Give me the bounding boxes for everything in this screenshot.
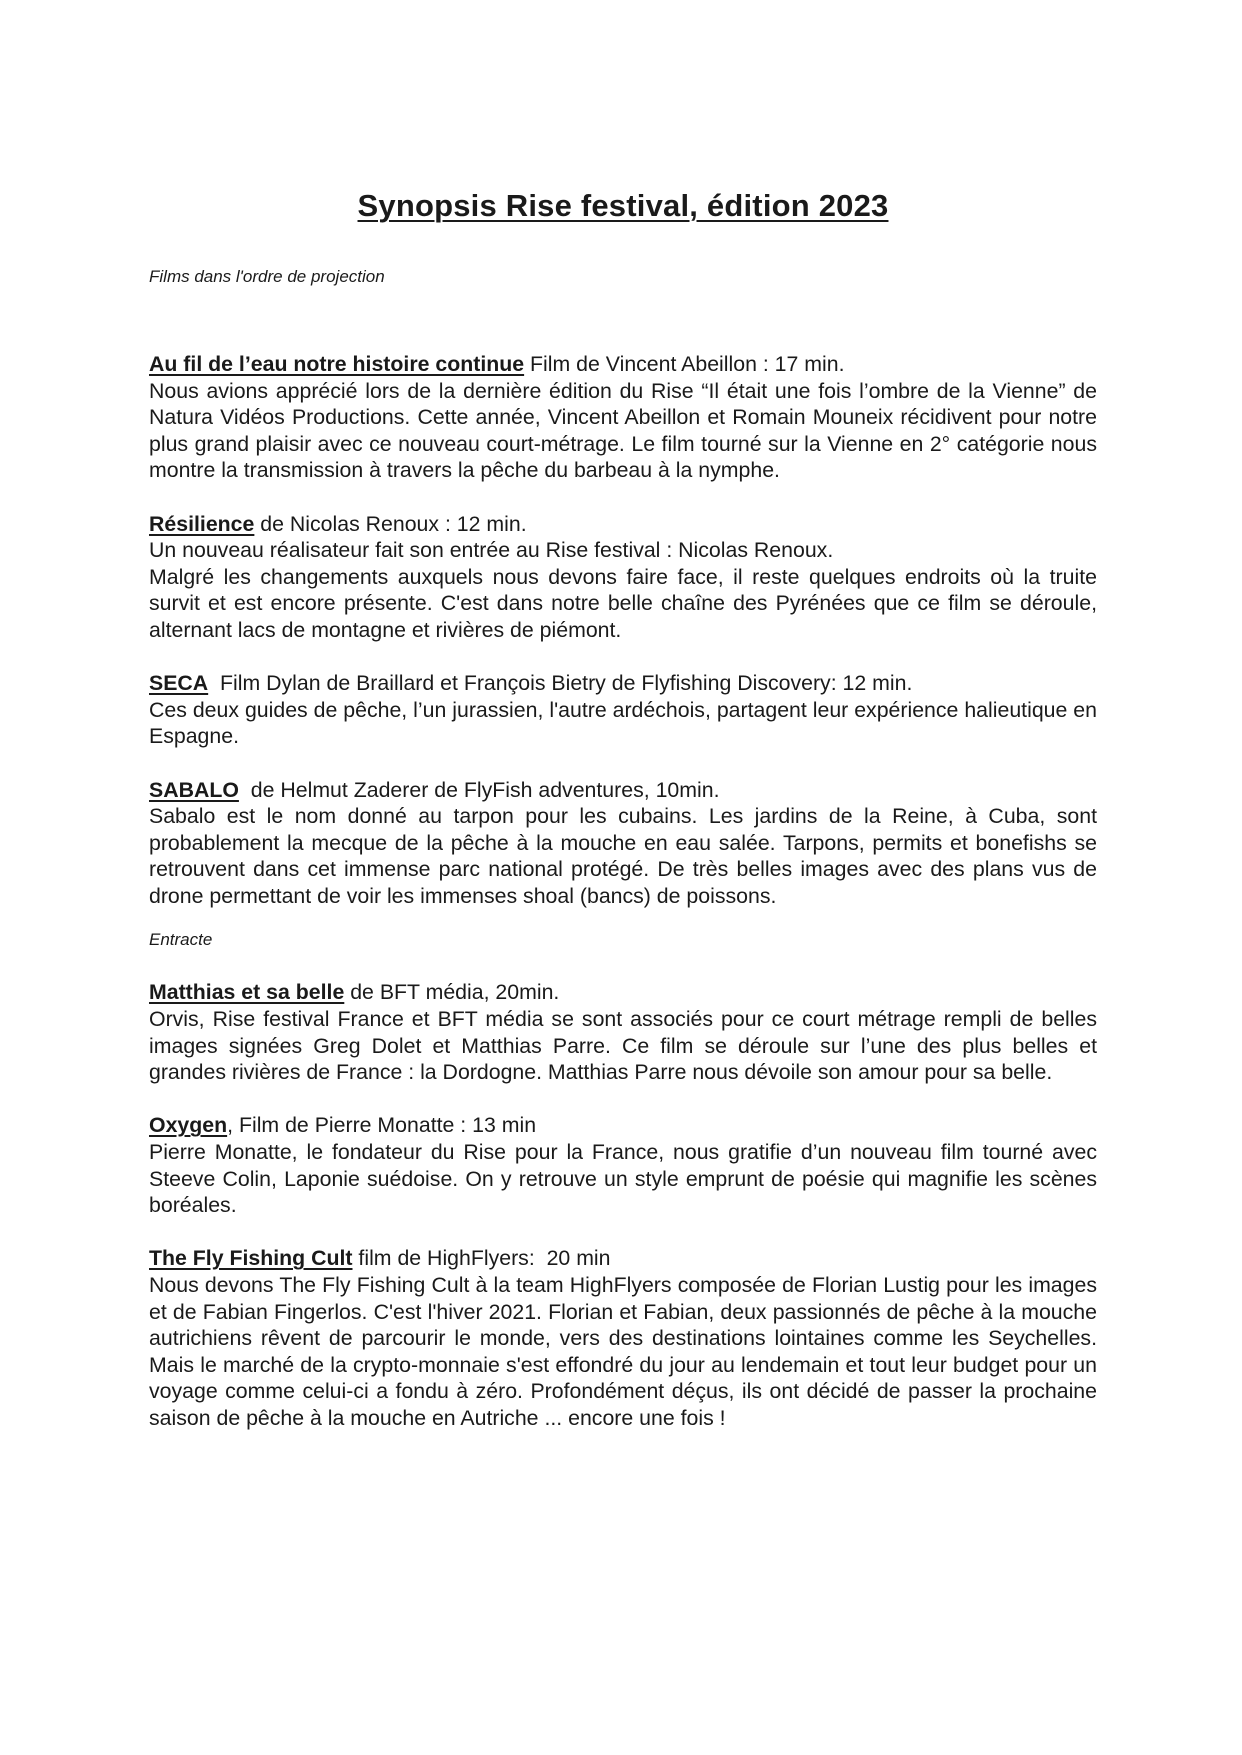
film-credit: de BFT média, 20min. — [344, 980, 560, 1005]
film-title: Au fil de l’eau notre histoire continue — [149, 352, 525, 376]
film-synopsis: Sabalo est le nom donné au tarpon pour les cubains. Les jardins de la Reine, à Cuba, sont probablement la mecque de la pêche à la mouche en eau salée. Tarpons, permits et bonefishs se retrouvent dans cet immense parc national protégé. De très belles images avec des plans vus de drone permettant de voir les immenses shoal (bancs) de poissons. — [149, 804, 1097, 908]
film-heading — [149, 979, 1097, 1006]
film-credit: Film de Vincent Abeillon : 17 min. — [524, 352, 845, 376]
film-synopsis: Ces deux guides de pêche, l’un jurassien, l'autre ardéchois, partagent leur expérience halieutique en Espagne. — [149, 697, 1097, 749]
film-heading — [149, 670, 1097, 697]
film-credit: , Film de Pierre Monatte : 13 min — [227, 1113, 537, 1138]
film-heading — [149, 351, 1097, 378]
intermission-label: Entracte — [149, 930, 213, 950]
film-entry — [149, 511, 1097, 644]
film-title: Résilience — [149, 511, 255, 536]
film-entry — [149, 670, 1097, 750]
paragraph-spacer — [149, 484, 1097, 511]
film-entry — [149, 777, 1097, 910]
film-heading — [149, 1112, 1097, 1139]
film-list-part-2 — [149, 979, 1097, 1431]
paragraph-spacer — [149, 750, 1097, 777]
film-title: The Fly Fishing Cult — [149, 1246, 353, 1271]
paragraph-spacer — [149, 1219, 1097, 1246]
film-synopsis: Pierre Monatte, le fondateur du Rise pour la France, nous gratifie d’un nouveau film tourné avec Steeve Colin, Laponie suédoise. On y retrouve un style emprunt de poésie qui magnifie les scènes boréales. — [149, 1140, 1097, 1218]
film-synopsis: Nous avions apprécié lors de la dernière édition du Rise “Il était une fois l’ombre de la Vienne” de Natura Vidéos Productions. Cette année, Vincent Abeillon et Romain Mouneix récidivent pour notre plus grand plaisir avec ce nouveau court-métrage. Le film tourné sur la Vienne en 2° catégorie nous montre la transmission à travers la pêche du barbeau à la nymphe. — [149, 378, 1097, 483]
film-list — [149, 351, 1097, 1432]
paragraph-spacer — [149, 644, 1097, 671]
document-subtitle: Films dans l'ordre de projection — [149, 267, 385, 286]
film-entry — [149, 1245, 1097, 1431]
film-heading — [149, 777, 1097, 804]
film-heading — [149, 1245, 1097, 1272]
film-credit: Film Dylan de Braillard et François Bietry de Flyfishing Discovery: 12 min. — [208, 671, 913, 696]
paragraph-spacer — [149, 909, 1097, 923]
film-title: Oxygen — [149, 1113, 228, 1138]
film-credit: de Helmut Zaderer de FlyFish adventures, 10min. — [238, 777, 720, 802]
film-title: SABALO — [149, 777, 239, 802]
film-credit: film de HighFlyers: 20 min — [352, 1246, 611, 1271]
film-entry — [149, 979, 1097, 1085]
film-credit: de Nicolas Renoux : 12 min. — [254, 511, 527, 536]
film-entry — [149, 1112, 1097, 1218]
paragraph-spacer — [149, 1086, 1097, 1113]
film-list-part-1 — [149, 351, 1097, 923]
film-synopsis: Nous devons The Fly Fishing Cult à la team HighFlyers composée de Florian Lustig pour les images et de Fabian Fingerlos. C'est l'hiver 2021. Florian et Fabian, deux passionnés de pêche à la mouche autrichiens rêvent de parcourir le monde, vers des destinations lointaines comme les Seychelles. Mais le marché de la crypto-monnaie s'est effondré du jour au lendemain et tout leur budget pour un voyage comme celui-ci a fondu à zéro. Profondément déçus, ils ont décidé de passer la prochaine saison de pêche à la mouche en Autriche ... encore une fois ! — [149, 1273, 1097, 1430]
film-heading — [149, 511, 1097, 538]
film-synopsis: Orvis, Rise festival France et BFT média se sont associés pour ce court métrage rempli de belles images signées Greg Dolet et Matthias Parre. Ce film se déroule sur l’une des plus belles et grandes rivières de France : la Dordogne. Matthias Parre nous dévoile son amour pour sa belle. — [149, 1007, 1097, 1085]
film-synopsis: Un nouveau réalisateur fait son entrée au Rise festival : Nicolas Renoux. — [149, 538, 834, 563]
film-title: Matthias et sa belle — [149, 980, 345, 1005]
document-title: Synopsis Rise festival, édition 2023 — [357, 188, 889, 223]
film-entry — [149, 351, 1097, 484]
film-title: SECA — [149, 671, 209, 696]
film-synopsis: Malgré les changements auxquels nous devons faire face, il reste quelques endroits où la truite survit et est encore présente. C'est dans notre belle chaîne des Pyrénées que ce film se déroule, alternant lacs de montagne et rivières de piémont. — [149, 564, 1097, 642]
